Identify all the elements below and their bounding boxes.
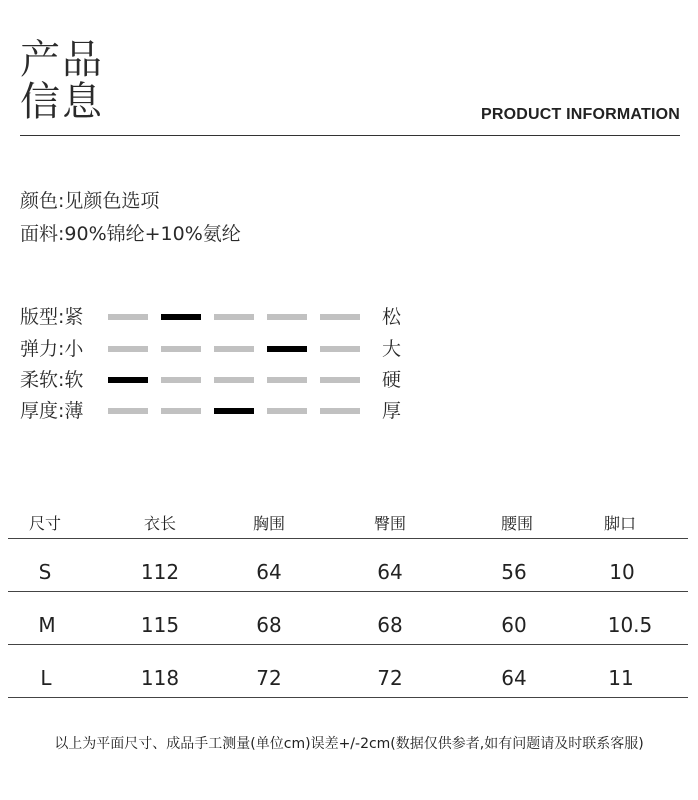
table-divider xyxy=(8,644,688,645)
table-cell: 115 xyxy=(140,613,180,637)
table-cell: 72 xyxy=(256,666,282,690)
scale-row-softness xyxy=(20,365,420,389)
table-cell: 10.5 xyxy=(607,613,653,637)
table-cell: 60 xyxy=(501,613,527,637)
scale-segment xyxy=(161,346,201,352)
scale-segment xyxy=(320,408,360,414)
scale-segment xyxy=(267,377,307,383)
scale-segment xyxy=(108,346,148,352)
scale-row-fit xyxy=(20,302,420,326)
scale-segment xyxy=(161,377,201,383)
title-line-2: 信息 xyxy=(20,79,104,125)
color-info: 颜色:见颜色选项 xyxy=(20,190,160,212)
table-divider xyxy=(8,538,688,539)
table-divider xyxy=(8,697,688,698)
scale-label-thickness: 厚度:薄 xyxy=(20,400,84,422)
scale-segment xyxy=(320,314,360,320)
scale-label-elasticity: 弹力:小 xyxy=(20,338,84,360)
table-divider xyxy=(8,591,688,592)
scale-label-softness: 柔软:软 xyxy=(20,369,84,391)
header-length: 衣长 xyxy=(143,514,177,533)
scale-segment xyxy=(161,408,201,414)
scale-segment xyxy=(214,346,254,352)
scale-segment xyxy=(267,408,307,414)
table-cell: 68 xyxy=(377,613,403,637)
header-waist: 腰围 xyxy=(500,514,534,533)
measurement-note: 以上为平面尺寸、成品手工测量(单位cm)误差+/-2cm(数据仅供参者,如有问题请及时联系客服) xyxy=(54,736,644,752)
header-hem: 脚口 xyxy=(603,514,637,533)
table-cell: 64 xyxy=(256,560,282,584)
scale-end-fit: 松 xyxy=(382,306,402,328)
fabric-info: 面料:90%锦纶+10%氨纶 xyxy=(20,223,241,245)
scale-segment xyxy=(214,408,254,414)
title-line-1: 产品 xyxy=(20,37,104,83)
table-cell: M xyxy=(38,613,56,637)
scale-label-fit: 版型:紧 xyxy=(20,306,84,328)
table-cell: 64 xyxy=(501,666,527,690)
title-divider xyxy=(20,135,680,136)
table-cell: 118 xyxy=(140,666,180,690)
scale-segment xyxy=(214,377,254,383)
table-cell: L xyxy=(40,666,52,690)
table-cell: 68 xyxy=(256,613,282,637)
scale-end-thickness: 厚 xyxy=(382,400,402,422)
scale-segment xyxy=(214,314,254,320)
table-cell: 10 xyxy=(609,560,635,584)
scale-end-elasticity: 大 xyxy=(382,338,402,360)
table-cell: 11 xyxy=(608,666,634,690)
scale-segment xyxy=(267,314,307,320)
scale-row-elasticity xyxy=(20,334,420,358)
header-hip: 臀围 xyxy=(373,514,407,533)
scale-segment xyxy=(108,408,148,414)
table-cell: 56 xyxy=(501,560,527,584)
scale-end-softness: 硬 xyxy=(382,369,402,391)
table-cell: 112 xyxy=(140,560,180,584)
page-title xyxy=(20,37,104,125)
scale-segment xyxy=(320,346,360,352)
header-chest: 胸围 xyxy=(252,514,286,533)
scale-segment xyxy=(320,377,360,383)
title-english: PRODUCT INFORMATION xyxy=(480,106,680,123)
scale-segment xyxy=(161,314,201,320)
scale-segment xyxy=(108,314,148,320)
table-cell: S xyxy=(38,560,52,584)
table-cell: 72 xyxy=(377,666,403,690)
header-size: 尺寸 xyxy=(28,514,62,533)
scale-segment xyxy=(267,346,307,352)
scale-segment xyxy=(108,377,148,383)
scale-row-thickness xyxy=(20,396,420,420)
table-cell: 64 xyxy=(377,560,403,584)
